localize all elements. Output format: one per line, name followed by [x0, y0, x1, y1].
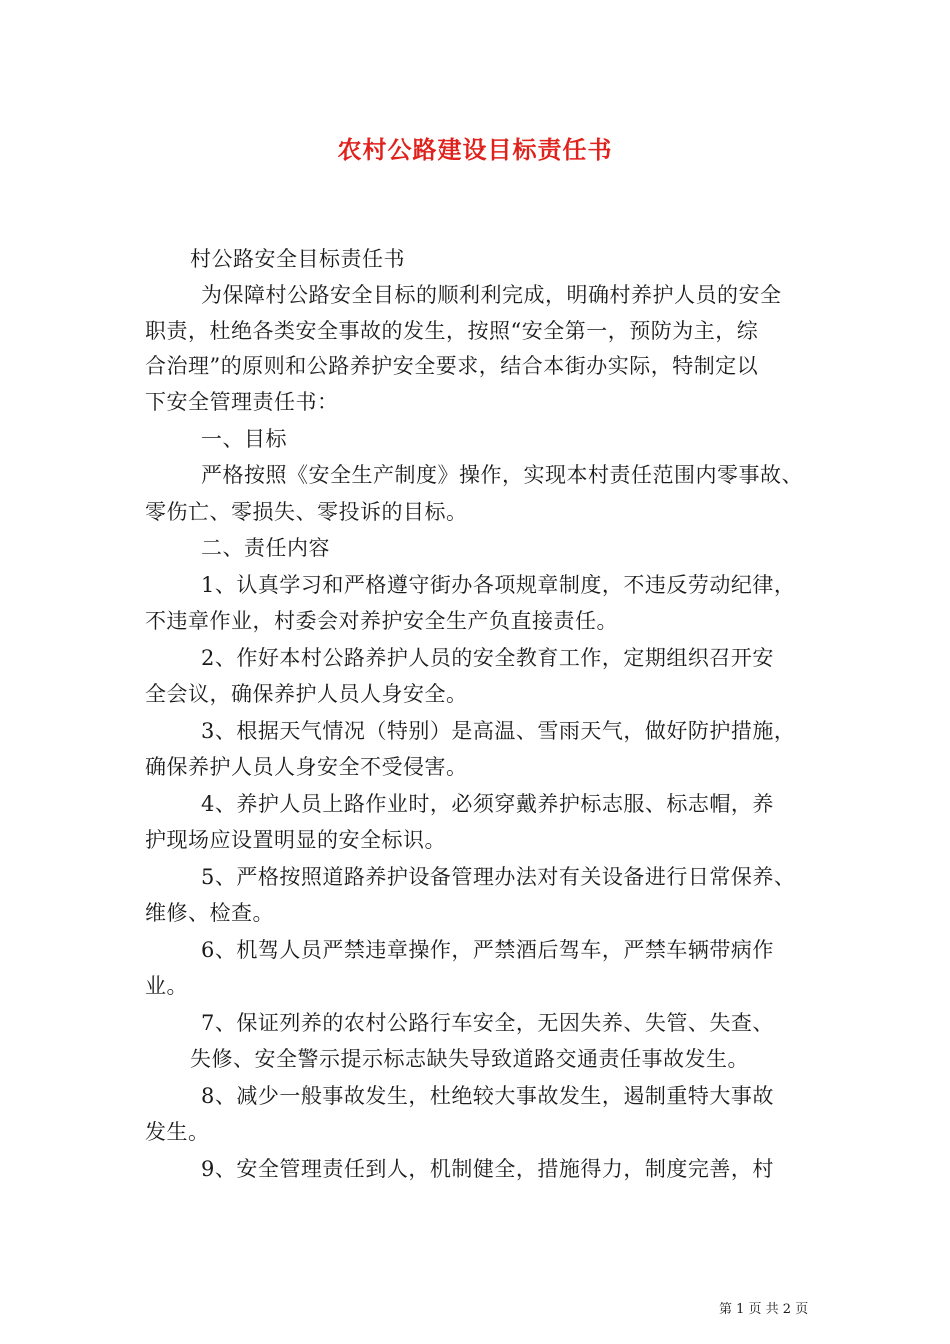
section-heading: 一、目标	[201, 427, 287, 451]
list-item-line: 7、保证列养的农村公路行车安全，无因失养、失管、失查、	[201, 1011, 774, 1035]
list-item-line: 5、严格按照道路养护设备管理办法对有关设备进行日常保养、	[201, 865, 796, 889]
paragraph-line: 零伤亡、零损失、零投诉的目标。	[145, 500, 468, 524]
list-item-line: 全会议，确保养护人员人身安全。	[145, 682, 468, 706]
paragraph-line: 严格按照《安全生产制度》操作，实现本村责任范围内零事故、	[201, 463, 803, 487]
list-item-line: 3、根据天气情况（特别）是高温、雪雨天气，做好防护措施，	[201, 719, 796, 743]
list-item-line: 业。	[145, 974, 188, 998]
list-item-line: 不违章作业，村委会对养护安全生产负直接责任。	[145, 609, 618, 633]
list-item-line: 确保养护人员人身安全不受侵害。	[145, 755, 468, 779]
subtitle-line: 村公路安全目标责任书	[190, 247, 405, 271]
section-heading: 二、责任内容	[201, 536, 330, 560]
list-item-line: 2、作好本村公路养护人员的安全教育工作，定期组织召开安	[201, 646, 774, 670]
list-item-line: 9、安全管理责任到人，机制健全，措施得力，制度完善，村	[201, 1157, 774, 1181]
list-item-line: 失修、安全警示提示标志缺失导致道路交通责任事故发生。	[190, 1047, 749, 1071]
document-title: 农村公路建设目标责任书	[337, 135, 613, 164]
list-item-line: 6、机驾人员严禁违章操作，严禁酒后驾车，严禁车辆带病作	[201, 938, 774, 962]
list-item-line: 1、认真学习和严格遵守街办各项规章制度，不违反劳动纪律，	[201, 573, 796, 597]
paragraph-line: 职责，杜绝各类安全事故的发生，按照“安全第一，预防为主，综	[145, 319, 759, 343]
list-item-line: 4、养护人员上路作业时，必须穿戴养护标志服、标志帽，养	[201, 792, 774, 816]
paragraph-line: 下安全管理责任书：	[145, 390, 339, 414]
list-item-line: 发生。	[145, 1120, 210, 1144]
list-item-line: 护现场应设置明显的安全标识。	[145, 828, 446, 852]
list-item-line: 维修、检查。	[145, 901, 274, 925]
paragraph-line: 为保障村公路安全目标的顺利利完成，明确村养护人员的安全	[201, 283, 782, 307]
list-item-line: 8、减少一般事故发生，杜绝较大事故发生，遏制重特大事故	[201, 1084, 774, 1108]
paragraph-line: 合治理”的原则和公路养护安全要求，结合本街办实际，特制定以	[145, 354, 759, 378]
page-number: 第 1 页 共 2 页	[719, 1302, 809, 1317]
